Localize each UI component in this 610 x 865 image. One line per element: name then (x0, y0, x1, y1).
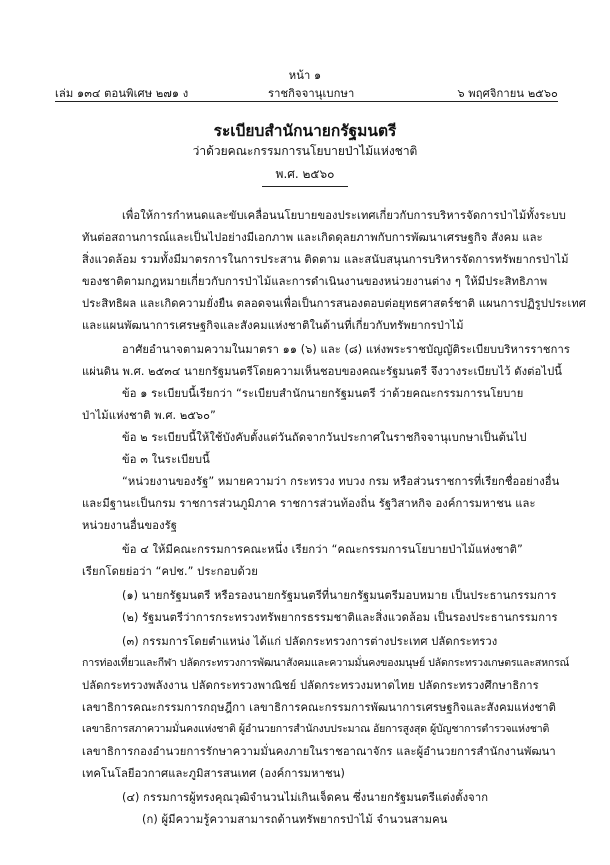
gazette-name: ราชกิจจานุเบกษา (268, 87, 355, 100)
member-item-cont: เทคโนโลยีอวกาศและภูมิสารสนเทศ (องค์การมหาชน) (82, 767, 345, 780)
member-item: (๒) รัฐมนตรีว่าการกระทรวงทรัพยากรธรรมชาติและสิ่งแวดล้อม เป็นรองประธานกรรมการ (122, 611, 558, 624)
preamble-line: เพื่อให้การกำหนดและขับเคลื่อนนโยบายของประเทศเกี่ยวกับการบริหารจัดการป่าไม้ทั้งระบบ (122, 209, 566, 222)
preamble-line: และแผนพัฒนาการเศรษฐกิจและสังคมแห่งชาติในด้านที่เกี่ยวกับทรัพยากรป่าไม้ (82, 319, 464, 332)
clause-4-cont: เรียกโดยย่อว่า “คปช.” ประกอบด้วย (82, 565, 258, 578)
member-item: (๑) นายกรัฐมนตรี หรือรองนายกรัฐมนตรีที่นายกรัฐมนตรีมอบหมาย เป็นประธานกรรมการ (122, 589, 557, 602)
member-item-cont: ปลัดกระทรวงพลังงาน ปลัดกระทรวงพาณิชย์ ปลัดกระทรวงมหาดไทย ปลัดกระทรวงศึกษาธิการ (82, 679, 539, 692)
gazette-date: ๖ พฤศจิกายน ๒๕๖๐ (457, 87, 558, 100)
definition-line: หน่วยงานอื่นของรัฐ (82, 519, 178, 532)
page-number: หน้า ๑ (288, 69, 322, 82)
member-item: (๔) กรรมการผู้ทรงคุณวุฒิจำนวนไม่เกินเจ็ดคน ซึ่งนายกรัฐมนตรีแต่งตั้งจาก (122, 791, 489, 804)
document-subject: ว่าด้วยคณะกรรมการนโยบายป่าไม้แห่งชาติ (192, 144, 418, 158)
preamble-line: ทันต่อสถานการณ์และเป็นไปอย่างมีเอกภาพ และเกิดดุลยภาพกับการพัฒนาเศรษฐกิจ สังคม และ (82, 231, 543, 244)
preamble-line: ของชาติตามกฎหมายเกี่ยวกับการป่าไม้และการดำเนินงานของหน่วยงานต่าง ๆ ให้มีประสิทธิภาพ (82, 275, 548, 288)
title-underline (262, 186, 348, 187)
clause-2: ข้อ ๒ ระเบียบนี้ให้ใช้บังคับตั้งแต่วันถัดจากวันประกาศในราชกิจจานุเบกษาเป็นต้นไป (122, 431, 527, 444)
member-item-cont: เลขาธิการสภาความมั่นคงแห่งชาติ ผู้อำนวยการสำนักงบประมาณ อัยการสูงสุด ผู้บัญชาการตำรวจแห่งชาติ (82, 723, 550, 735)
definition-line: และมีฐานะเป็นกรม ราชการส่วนภูมิภาค ราชการส่วนท้องถิ่น รัฐวิสาหกิจ องค์การมหาชน และ (82, 497, 536, 510)
clause-4: ข้อ ๔ ให้มีคณะกรรมการคณะหนึ่ง เรียกว่า “คณะกรรมการนโยบายป่าไม้แห่งชาติ” (122, 543, 523, 556)
gazette-volume: เล่ม ๑๓๔ ตอนพิเศษ ๒๗๑ ง (55, 87, 189, 100)
authority-line: แผ่นดิน พ.ศ. ๒๕๓๔ นายกรัฐมนตรีโดยความเห็นชอบของคณะรัฐมนตรี จึงวางระเบียบไว้ ดังต่อไปนี้ (82, 365, 563, 378)
authority-line: อาศัยอำนาจตามความในมาตรา ๑๑ (๖) และ (๘) แห่งพระราชบัญญัติระเบียบบริหารราชการ (122, 343, 570, 356)
member-item-cont: การท่องเที่ยวและกีฬา ปลัดกระทรวงการพัฒนาสังคมและความมั่นคงของมนุษย์ ปลัดกระทรวงเกษตรและสหกรณ์ (82, 657, 570, 669)
header-divider (55, 101, 558, 102)
document-title: ระเบียบสำนักนายกรัฐมนตรี (213, 122, 397, 140)
definition-line: “หน่วยงานของรัฐ” หมายความว่า กระทรวง ทบวง กรม หรือส่วนราชการที่เรียกชื่ออย่างอื่น (122, 475, 560, 488)
clause-1-cont: ป่าไม้แห่งชาติ พ.ศ. ๒๕๖๐” (82, 409, 216, 422)
member-item: (๓) กรรมการโดยตำแหน่ง ได้แก่ ปลัดกระทรวงการต่างประเทศ ปลัดกระทรวง (122, 635, 498, 648)
member-item-cont: เลขาธิการคณะกรรมการกฤษฎีกา เลขาธิการคณะกรรมการพัฒนาการเศรษฐกิจและสังคมแห่งชาติ (82, 701, 556, 714)
preamble-line: ประสิทธิผล และเกิดความยั่งยืน ตลอดจนเพื่อเป็นการสนองตอบต่อยุทธศาสตร์ชาติ แผนการปฏิรูปประเทศ (82, 297, 587, 310)
document-year: พ.ศ. ๒๕๖๐ (275, 167, 335, 181)
preamble-line: สิ่งแวดล้อม รวมทั้งมีมาตรการในการประสาน ติดตาม และสนับสนุนการบริหารจัดการทรัพยากรป่าไม้ (82, 253, 569, 266)
member-subitem: (ก) ผู้มีความรู้ความสามารถด้านทรัพยากรป่าไม้ จำนวนสามคน (142, 813, 448, 826)
clause-3: ข้อ ๓ ในระเบียบนี้ (122, 453, 210, 466)
clause-1: ข้อ ๑ ระเบียบนี้เรียกว่า “ระเบียบสำนักนายกรัฐมนตรี ว่าด้วยคณะกรรมการนโยบาย (122, 387, 524, 400)
member-item-cont: เลขาธิการกองอำนวยการรักษาความมั่นคงภายในราชอาณาจักร และผู้อำนวยการสำนักงานพัฒนา (82, 745, 556, 758)
